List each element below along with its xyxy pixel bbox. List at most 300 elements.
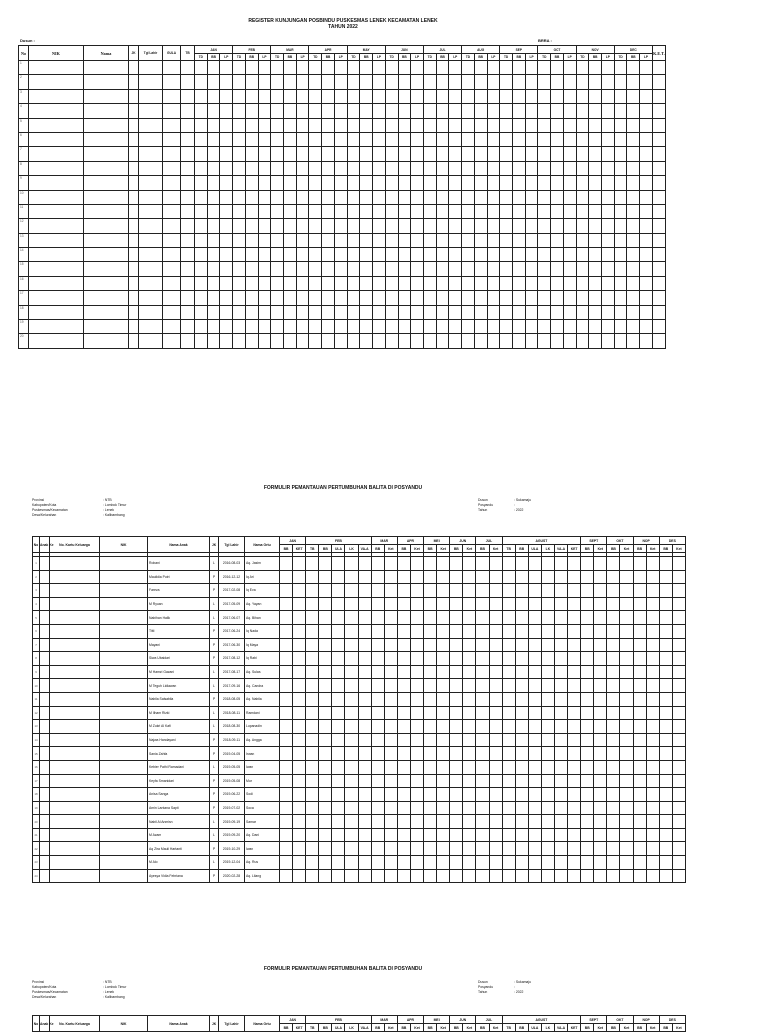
- balita-cell: [633, 774, 646, 788]
- balita-cell: [358, 638, 371, 652]
- balita-subheader: Ket: [672, 545, 685, 553]
- register-cell: [233, 176, 246, 190]
- balita-cell: [646, 856, 659, 870]
- register-cell: [411, 89, 424, 103]
- register-cell: [271, 204, 284, 218]
- table-row: [19, 291, 666, 305]
- register-cell: [129, 219, 139, 233]
- balita-cell: [293, 679, 306, 693]
- balita-cell: [384, 611, 397, 625]
- register-cell: [462, 233, 475, 247]
- register-cell: [220, 75, 233, 89]
- balita2-header-month: NOP: [633, 1016, 659, 1024]
- balita-cell: [528, 557, 541, 571]
- table-row: [19, 89, 666, 103]
- balita-subheader: BB: [319, 545, 332, 553]
- balita-row-number: 24: [33, 869, 40, 883]
- register-cell: [449, 204, 462, 218]
- balita-cell: [450, 692, 463, 706]
- register-cell: [309, 305, 322, 319]
- balita-cell: [554, 706, 567, 720]
- balita-table: [32, 536, 686, 883]
- balita-cell: [345, 570, 358, 584]
- register-cell: [84, 291, 129, 305]
- register-cell: [347, 334, 360, 348]
- register-subheader: LP: [602, 54, 615, 61]
- register-cell: [220, 161, 233, 175]
- balita-cell: [646, 624, 659, 638]
- balita-cell: [502, 706, 515, 720]
- register-cell: [487, 61, 500, 75]
- balita-child-birthdate: 2017-09-16: [219, 679, 245, 693]
- register-row-number: 11: [19, 204, 29, 218]
- balita-cell: [319, 733, 332, 747]
- register-cell: [360, 248, 373, 262]
- register-cell: [640, 176, 653, 190]
- register-cell: [398, 161, 411, 175]
- register-cell: [602, 75, 615, 89]
- balita-cell: [463, 720, 476, 734]
- register-cell: [309, 75, 322, 89]
- register-cell: [589, 75, 602, 89]
- register-cell: [398, 89, 411, 103]
- register-cell: [207, 61, 220, 75]
- register-cell: [487, 320, 500, 334]
- register-cell: [614, 291, 627, 305]
- balita-cell: [437, 557, 450, 571]
- register-cell: [627, 219, 640, 233]
- register-cell: [385, 104, 398, 118]
- register-cell: [195, 248, 208, 262]
- balita-cell: [345, 760, 358, 774]
- register-cell: [436, 75, 449, 89]
- register-cell: [614, 104, 627, 118]
- balita-cell: [568, 638, 581, 652]
- balita-cell: [528, 638, 541, 652]
- balita-cell: [332, 638, 345, 652]
- balita-cell: [345, 638, 358, 652]
- balita-header-month: OKT: [607, 537, 633, 545]
- balita-cell: [581, 869, 594, 883]
- balita-row-number: 20: [33, 815, 40, 829]
- register-cell: [334, 75, 347, 89]
- balita-cell: [410, 638, 423, 652]
- register-cell: [474, 104, 487, 118]
- balita-cell: [100, 557, 148, 571]
- register-cell: [525, 262, 538, 276]
- balita-cell: [397, 828, 410, 842]
- register-cell: [220, 89, 233, 103]
- register-cell: [487, 75, 500, 89]
- register-cell: [474, 176, 487, 190]
- balita-cell: [40, 842, 50, 856]
- register-cell: [602, 190, 615, 204]
- register-cell: [258, 75, 271, 89]
- register-subheader: TD: [576, 54, 589, 61]
- balita-parent-name: Iq Ari: [245, 570, 280, 584]
- balita-cell: [345, 624, 358, 638]
- balita-cell: [489, 557, 502, 571]
- register-subheader: LP: [525, 54, 538, 61]
- balita-cell: [568, 774, 581, 788]
- register-cell: [474, 118, 487, 132]
- register-cell: [525, 89, 538, 103]
- register-cell: [195, 233, 208, 247]
- register-cell: [462, 291, 475, 305]
- register-cell: [207, 219, 220, 233]
- register-cell: [258, 190, 271, 204]
- register-cell: [627, 132, 640, 146]
- register-cell: [271, 248, 284, 262]
- balita-cell: [450, 760, 463, 774]
- register-cell: [576, 204, 589, 218]
- register-cell: [334, 89, 347, 103]
- register-cell: [195, 61, 208, 75]
- balita-cell: [633, 557, 646, 571]
- table-row: [19, 190, 666, 204]
- balita-cell: [515, 747, 528, 761]
- register-cell: [258, 118, 271, 132]
- register-cell: [360, 204, 373, 218]
- register-cell: [563, 334, 576, 348]
- balita-header-jk: JK: [210, 537, 219, 553]
- balita-cell: [541, 557, 554, 571]
- balita-cell: [450, 597, 463, 611]
- register-cell: [220, 204, 233, 218]
- register-cell: [474, 291, 487, 305]
- balita-cell: [437, 856, 450, 870]
- balita-child-birthdate: 2019-05-08: [219, 774, 245, 788]
- register-cell: [614, 190, 627, 204]
- balita-cell: [293, 652, 306, 666]
- balita-cell: [371, 815, 384, 829]
- balita-cell: [554, 692, 567, 706]
- balita-cell: [568, 788, 581, 802]
- balita-parent-name: Iwan: [245, 760, 280, 774]
- balita-cell: [40, 570, 50, 584]
- table-row: [33, 597, 686, 611]
- balita-cell: [50, 760, 100, 774]
- register-cell: [423, 248, 436, 262]
- register-cell: [309, 89, 322, 103]
- register-cell: [474, 75, 487, 89]
- balita-subheader: BB: [424, 545, 437, 553]
- balita-cell: [306, 720, 319, 734]
- register-cell: [373, 334, 386, 348]
- register-cell: [411, 248, 424, 262]
- register-cell: [525, 276, 538, 290]
- register-cell: [309, 320, 322, 334]
- balita-cell: [410, 557, 423, 571]
- balita-cell: [554, 760, 567, 774]
- register-row-number: 18: [19, 305, 29, 319]
- register-cell: [551, 334, 564, 348]
- register-cell: [245, 320, 258, 334]
- register-cell: [462, 219, 475, 233]
- balita-cell: [384, 856, 397, 870]
- balita2-header-month: DES: [659, 1016, 685, 1024]
- register-cell: [474, 334, 487, 348]
- register-row-number: 3: [19, 89, 29, 103]
- balita-cell: [672, 801, 685, 815]
- balita-cell: [672, 624, 685, 638]
- table-row: [33, 692, 686, 706]
- balita-cell: [541, 815, 554, 829]
- balita-cell: [568, 733, 581, 747]
- register-cell: [360, 104, 373, 118]
- balita-cell: [306, 815, 319, 829]
- register-cell: [373, 147, 386, 161]
- register-cell: [296, 291, 309, 305]
- balita-cell: [50, 815, 100, 829]
- register-cell: [309, 334, 322, 348]
- balita-parent-name: Sodi: [245, 788, 280, 802]
- register-header-nama: Nama: [84, 46, 129, 61]
- balita-cell: [358, 706, 371, 720]
- register-year: TAHUN 2022: [328, 24, 358, 30]
- register-cell: [487, 104, 500, 118]
- register-header-month: JUN: [385, 46, 423, 54]
- balita-cell: [293, 597, 306, 611]
- balita-cell: [345, 584, 358, 598]
- register-cell: [474, 233, 487, 247]
- balita-cell: [476, 760, 489, 774]
- balita-child-birthdate: 2017-06-07: [219, 611, 245, 625]
- register-cell: [139, 233, 163, 247]
- register-cell: [139, 219, 163, 233]
- register-cell: [589, 118, 602, 132]
- balita-cell: [50, 869, 100, 883]
- register-cell: [474, 190, 487, 204]
- register-cell: [640, 75, 653, 89]
- register-cell: [449, 176, 462, 190]
- register-cell: [385, 248, 398, 262]
- register-cell: [271, 190, 284, 204]
- register-cell: [233, 89, 246, 103]
- register-cell: [385, 219, 398, 233]
- balita-cell: [332, 828, 345, 842]
- balita-cell: [410, 760, 423, 774]
- register-cell: [576, 262, 589, 276]
- balita2-subheader: ULA: [332, 1024, 345, 1032]
- balita-cell: [40, 747, 50, 761]
- balita2-subheader: BB: [397, 1024, 410, 1032]
- balita-cell: [568, 842, 581, 856]
- register-cell: [563, 89, 576, 103]
- balita-cell: [659, 665, 672, 679]
- balita-cell: [528, 828, 541, 842]
- register-cell: [296, 305, 309, 319]
- register-cell: [29, 190, 84, 204]
- register-cell: [551, 219, 564, 233]
- balita2-meta-left-value: : Lombok Timur: [103, 985, 127, 989]
- balita-cell: [293, 842, 306, 856]
- register-cell: [500, 204, 513, 218]
- balita-cell: [397, 692, 410, 706]
- balita-cell: [515, 638, 528, 652]
- register-cell: [245, 248, 258, 262]
- register-cell: [576, 89, 589, 103]
- balita-cell: [489, 720, 502, 734]
- register-cell: [589, 204, 602, 218]
- balita-cell: [358, 679, 371, 693]
- register-cell: [538, 75, 551, 89]
- balita-cell: [541, 679, 554, 693]
- register-cell: [512, 248, 525, 262]
- register-cell: [538, 305, 551, 319]
- balita-cell: [319, 706, 332, 720]
- register-cell: [627, 262, 640, 276]
- balita-cell: [620, 611, 633, 625]
- balita-header-month: JUN: [450, 537, 476, 545]
- balita-cell: [410, 679, 423, 693]
- balita-cell: [568, 747, 581, 761]
- register-cell: [84, 75, 129, 89]
- balita-cell: [594, 720, 607, 734]
- balita-meta-right-value: : 2022: [514, 508, 524, 512]
- register-cell: [602, 276, 615, 290]
- balita-child-name: M Alo: [148, 856, 210, 870]
- balita2-subheader: BB: [424, 1024, 437, 1032]
- balita-cell: [476, 692, 489, 706]
- balita2-subheader: VA-A: [554, 1024, 567, 1032]
- balita-cell: [646, 557, 659, 571]
- register-cell: [296, 276, 309, 290]
- balita-row-number: 11: [33, 692, 40, 706]
- balita-cell: [515, 815, 528, 829]
- register-cell: [129, 104, 139, 118]
- balita-child-name: M Teguh Lidiawan: [148, 679, 210, 693]
- register-cell: [423, 262, 436, 276]
- balita-meta-left-label: Provinsi: [32, 498, 45, 502]
- balita-subheader: Ket: [646, 545, 659, 553]
- register-cell: [271, 276, 284, 290]
- balita-cell: [384, 597, 397, 611]
- balita2-header-month: JUL: [476, 1016, 502, 1024]
- balita-cell: [463, 869, 476, 883]
- balita-cell: [620, 869, 633, 883]
- balita2-subheader: Ket: [646, 1024, 659, 1032]
- balita-cell: [397, 706, 410, 720]
- balita-cell: [384, 869, 397, 883]
- balita-cell: [476, 597, 489, 611]
- register-subheader: TD: [614, 54, 627, 61]
- balita-cell: [319, 774, 332, 788]
- register-cell: [181, 75, 195, 89]
- balita-cell: [437, 597, 450, 611]
- register-cell: [360, 276, 373, 290]
- balita-cell: [568, 665, 581, 679]
- balita2-header-kk: No. Kartu Keluarga: [50, 1016, 100, 1032]
- register-cell: [309, 190, 322, 204]
- balita2-subheader: Ket: [594, 1024, 607, 1032]
- balita-cell: [371, 638, 384, 652]
- balita-cell: [672, 652, 685, 666]
- balita-cell: [306, 692, 319, 706]
- balita-cell: [659, 597, 672, 611]
- register-row-number: 5: [19, 118, 29, 132]
- balita-cell: [306, 706, 319, 720]
- balita-cell: [502, 652, 515, 666]
- register-cell: [347, 147, 360, 161]
- balita-child-jk: P: [210, 801, 219, 815]
- balita-cell: [502, 570, 515, 584]
- balita-cell: [594, 760, 607, 774]
- register-cell: [271, 291, 284, 305]
- register-cell: [398, 334, 411, 348]
- balita-cell: [437, 801, 450, 815]
- balita2-meta-left-label: Desa/Kelurahan: [32, 995, 57, 999]
- register-cell: [652, 75, 665, 89]
- register-cell: [334, 233, 347, 247]
- register-cell: [271, 334, 284, 348]
- balita-cell: [659, 611, 672, 625]
- register-cell: [258, 262, 271, 276]
- balita-cell: [633, 869, 646, 883]
- register-cell: [258, 291, 271, 305]
- balita-subheader: VA-A: [554, 545, 567, 553]
- balita-cell: [319, 760, 332, 774]
- balita-cell: [620, 665, 633, 679]
- balita-cell: [541, 733, 554, 747]
- balita2-subheader: Ket: [384, 1024, 397, 1032]
- register-cell: [360, 305, 373, 319]
- balita-cell: [358, 869, 371, 883]
- balita-cell: [410, 652, 423, 666]
- register-cell: [411, 147, 424, 161]
- register-cell: [284, 320, 297, 334]
- balita-cell: [306, 733, 319, 747]
- balita-cell: [633, 815, 646, 829]
- balita-cell: [502, 557, 515, 571]
- balita-cell: [646, 652, 659, 666]
- register-cell: [258, 233, 271, 247]
- balita-cell: [293, 611, 306, 625]
- register-cell: [512, 233, 525, 247]
- balita-child-name: Sania Zahfa: [148, 747, 210, 761]
- register-subheader: TD: [500, 54, 513, 61]
- register-cell: [500, 132, 513, 146]
- register-cell: [373, 262, 386, 276]
- balita-cell: [40, 584, 50, 598]
- balita-cell: [397, 720, 410, 734]
- balita-cell: [332, 842, 345, 856]
- balita-cell: [541, 706, 554, 720]
- balita-cell: [541, 760, 554, 774]
- balita-cell: [568, 856, 581, 870]
- register-cell: [233, 61, 246, 75]
- register-cell: [411, 262, 424, 276]
- register-cell: [322, 104, 335, 118]
- balita-cell: [410, 801, 423, 815]
- register-cell: [360, 262, 373, 276]
- register-cell: [449, 233, 462, 247]
- register-cell: [271, 305, 284, 319]
- register-cell: [449, 305, 462, 319]
- balita2-meta-left-value: : NTB: [103, 980, 112, 984]
- balita2-meta-left-values: [103, 980, 126, 1000]
- register-cell: [423, 89, 436, 103]
- balita-cell: [424, 692, 437, 706]
- balita-cell: [358, 760, 371, 774]
- balita-cell: [50, 570, 100, 584]
- register-cell: [385, 190, 398, 204]
- balita-cell: [476, 828, 489, 842]
- balita-cell: [607, 774, 620, 788]
- register-cell: [258, 204, 271, 218]
- register-cell: [576, 320, 589, 334]
- balita-cell: [384, 774, 397, 788]
